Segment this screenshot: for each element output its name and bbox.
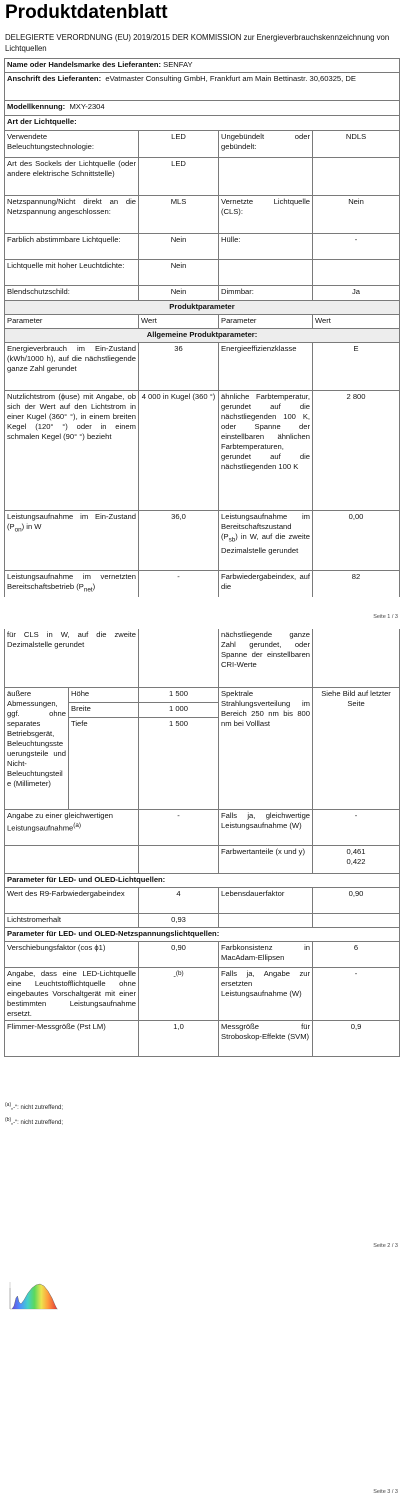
footnote-b: $^{(b)}$„-“: nicht zutreffend;	[5, 1117, 64, 1126]
col-value-1: Wert	[139, 315, 219, 329]
general-params-header	[5, 329, 400, 343]
replacement-label: Angabe, dass eine LED-Lichtquelle eine Leuchtstofflichtquelle ohne eingebautes Vorschaltgerät mit einer bestimmten Leistungsaufnahme ersetzt.	[5, 967, 139, 1020]
mains-value: MLS	[139, 196, 219, 234]
color-consistency-value: 6	[313, 941, 400, 967]
col-value-2: Wert	[313, 315, 400, 329]
height-label: Höhe	[69, 687, 139, 702]
product-params-header	[5, 301, 400, 315]
footnote-a: $^{(a)}$„-“: nicht zutreffend;	[5, 1102, 64, 1111]
flux-row	[5, 391, 400, 511]
networked-standby-cont: für CLS in W, auf die zweite Dezimalstelle gerundet	[5, 629, 139, 687]
flicker-row	[5, 1020, 400, 1056]
address-row	[5, 73, 400, 101]
tunable-row	[5, 234, 400, 260]
width-label: Breite	[69, 702, 139, 717]
equivalent-power2-label: Falls ja, gleichwertige Leistungsaufnahme (W)	[219, 809, 313, 845]
energy-row	[5, 343, 400, 391]
supplier-label: Name oder Handelsmarke des Lieferanten:	[7, 60, 162, 69]
mains-params-header	[5, 927, 400, 941]
technology-value: LED	[139, 131, 219, 158]
displacement-row	[5, 941, 400, 967]
lumen-maintenance-value: 0,93	[139, 913, 219, 927]
supplier-value: SENFAY	[163, 60, 193, 69]
product-params-title: Produktparameter	[5, 301, 400, 315]
depth-value: 1 500	[139, 717, 219, 809]
width-value: 1 000	[139, 702, 219, 717]
mains-params-title: Parameter für LED- und OLED-Netzspannungslichtquellen:	[5, 927, 400, 941]
networked-standby-row	[5, 571, 400, 597]
page-1	[0, 0, 403, 625]
dimmable-label: Dimmbar:	[219, 286, 313, 301]
mains-row	[5, 196, 400, 234]
displacement-value: 0,90	[139, 941, 219, 967]
column-header-row	[5, 315, 400, 329]
cct-label: ähnliche Farbtemperatur, gerundet auf die nächstliegenden 100 K, oder Spanne der einstellbaren ähnlichen Farbtemperaturen, gerundet auf die nächstliegenden 100 K	[219, 391, 313, 511]
chromaticity-y: 0,422	[346, 856, 366, 866]
height-value: 1 500	[139, 687, 219, 702]
unbundled-value: NDLS	[313, 131, 400, 158]
flux-label: Nutzlichtstrom (ϕuse) mit Angabe, ob sich der Wert auf den Lichtstrom in einer Kugel (360° °), in einem breiten Kegel (120° °) oder in einem schmalen Kegel (90° °) bezieht	[5, 391, 139, 511]
chromaticity-value	[313, 845, 400, 873]
tunable-label: Farblich abstimmbare Lichtquelle:	[5, 234, 139, 260]
dimensions-label: äußere Abmessungen, ggf. ohne separates Betriebsgerät, Beleuchtungssteuerungsteile und Nicht-Beleuchtungsteile (Millimeter)	[5, 687, 69, 809]
chromaticity-label: Farbwertanteile (x und y)	[219, 845, 313, 873]
replacement-row	[5, 967, 400, 1020]
dimmable-value: Ja	[313, 286, 400, 301]
displacement-label: Verschiebungsfaktor (cos ϕ1)	[5, 941, 139, 967]
datasheet-table-page-1	[4, 58, 400, 597]
page-2	[0, 625, 403, 1253]
regulation-subtitle: DELEGIERTE VERORDNUNG (EU) 2019/2015 DER KOMMISSION zur Energieverbrauchskennzeichnung von Lichtquellen	[5, 33, 390, 53]
footnotes	[5, 1099, 63, 1129]
power-on-label: Leistungsaufnahme im Ein-Zustand $(P_{on})$ in W	[5, 511, 139, 571]
supplier-row	[5, 59, 400, 73]
page-2-footer: Seite 2 / 3	[373, 1243, 398, 1249]
mains-label: Netzspannung/Nicht direkt an die Netzspannung angeschlossen:	[5, 196, 139, 234]
antiglare-label: Blendschutzschild:	[5, 286, 139, 301]
survival-value: 0,90	[313, 887, 400, 913]
page-3	[0, 1253, 403, 1500]
high-luminance-row	[5, 260, 400, 286]
power-on-row	[5, 511, 400, 571]
flicker-value: 1,0	[139, 1020, 219, 1056]
cap-label: Art des Sockels der Lichtquelle (oder andere elektrische Schnittstelle)	[5, 158, 139, 196]
spectral-distribution-image	[4, 1276, 62, 1314]
unbundled-label: Ungebündelt oder gebündelt:	[219, 131, 313, 158]
power-on-value: 36,0	[139, 511, 219, 571]
address-value: eVatmaster Consulting GmbH, Frankfurt am Main Bettinastr. 30,60325, DE	[105, 74, 356, 83]
networked-standby-value: -	[139, 571, 219, 597]
replacement-value: -$^{(b)}$	[139, 967, 219, 1020]
cri-value: 82	[313, 571, 400, 597]
antiglare-row	[5, 286, 400, 301]
energy-label: Energieverbrauch im Ein-Zustand (kWh/1000 h), auf die nächstliegende ganze Zahl gerundet	[5, 343, 139, 391]
survival-label: Lebensdauerfaktor	[219, 887, 313, 913]
spectral-value: Siehe Bild auf letzter Seite	[313, 687, 400, 809]
chromaticity-x: 0,461	[346, 846, 366, 856]
energy-class-value: E	[313, 343, 400, 391]
depth-label: Tiefe	[69, 717, 139, 809]
datasheet-table-page-2	[4, 629, 400, 1057]
replacement2-label: Falls ja, Angabe zur ersetzten Leistungsaufnahme (W)	[219, 967, 313, 1020]
replacement2-value: -	[313, 967, 400, 1020]
address-label: Anschrift des Lieferanten:	[7, 74, 102, 83]
standby-value: 0,00	[313, 511, 400, 571]
high-luminance-label: Lichtquelle mit hoher Leuchtdichte:	[5, 260, 139, 286]
model-row	[5, 101, 400, 116]
cri-label: Farbwiedergabeindex, auf die	[219, 571, 313, 597]
light-type-title: Art der Lichtquelle:	[5, 116, 400, 131]
high-luminance-value: Nein	[139, 260, 219, 286]
flicker-label: Flimmer-Messgröße (Pst LM)	[5, 1020, 139, 1056]
col-param-1: Parameter	[5, 315, 139, 329]
flux-value: 4 000 in Kugel (360 °)	[139, 391, 219, 511]
document-title: Produktdatenblatt	[5, 2, 168, 23]
equivalent-power-label: Angabe zu einer gleichwertigen Leistungsaufnahme$^{(a)}$	[5, 809, 139, 845]
cct-value: 2 800	[313, 391, 400, 511]
page-1-footer: Seite 1 / 3	[373, 614, 398, 620]
page-3-footer: Seite 3 / 3	[373, 1489, 398, 1495]
tunable-value: Nein	[139, 234, 219, 260]
stroboscopic-value: 0,9	[313, 1020, 400, 1056]
networked-standby-cont-row	[5, 629, 400, 687]
equivalent-power-row	[5, 809, 400, 845]
cap-value: LED	[139, 158, 219, 196]
chromaticity-row	[5, 845, 400, 873]
energy-value: 36	[139, 343, 219, 391]
r9-value: 4	[139, 887, 219, 913]
color-consistency-label: Farbkonsistenz in MacAdam-Ellipsen	[219, 941, 313, 967]
cri-cont: nächstliegende ganze Zahl gerundet, oder Spanne der einstellbaren CRI-Werte	[219, 629, 313, 687]
lumen-maintenance-row	[5, 913, 400, 927]
equivalent-power-value: -	[139, 809, 219, 845]
r9-row	[5, 887, 400, 913]
connected-label: Vernetzte Lichtquelle (CLS):	[219, 196, 313, 234]
led-params-title: Parameter für LED- und OLED-Lichtquellen:	[5, 873, 400, 887]
led-params-header	[5, 873, 400, 887]
networked-standby-label: Leistungsaufnahme im vernetzten Bereitschaftsbetrieb $(P_{net})$	[5, 571, 139, 597]
model-value: MXY-2304	[69, 102, 105, 111]
antiglare-value: Nein	[139, 286, 219, 301]
connected-value: Nein	[313, 196, 400, 234]
height-row	[5, 687, 400, 702]
general-params-title: Allgemeine Produktparameter:	[5, 329, 400, 343]
lumen-maintenance-label: Lichtstromerhalt	[5, 913, 139, 927]
col-param-2: Parameter	[219, 315, 313, 329]
energy-class-label: Energieeffizienzklasse	[219, 343, 313, 391]
cap-row	[5, 158, 400, 196]
model-label: Modellkennung:	[7, 102, 66, 111]
r9-label: Wert des R9-Farbwiedergabeindex	[5, 887, 139, 913]
envelope-value: -	[313, 234, 400, 260]
envelope-label: Hülle:	[219, 234, 313, 260]
equivalent-power2-value: -	[313, 809, 400, 845]
light-type-header	[5, 116, 400, 131]
standby-label: Leistungsaufnahme im Bereitschaftszustand $(P_{sb})$ in W, auf die zweite Dezimalstelle gerundet	[219, 511, 313, 571]
technology-label: Verwendete Beleuchtungstechnologie:	[5, 131, 139, 158]
stroboscopic-label: Messgröße für Stroboskop-Effekte (SVM)	[219, 1020, 313, 1056]
spectral-label: Spektrale Strahlungsverteilung im Bereich 250 nm bis 800 nm bei Volllast	[219, 687, 313, 809]
technology-row	[5, 131, 400, 158]
